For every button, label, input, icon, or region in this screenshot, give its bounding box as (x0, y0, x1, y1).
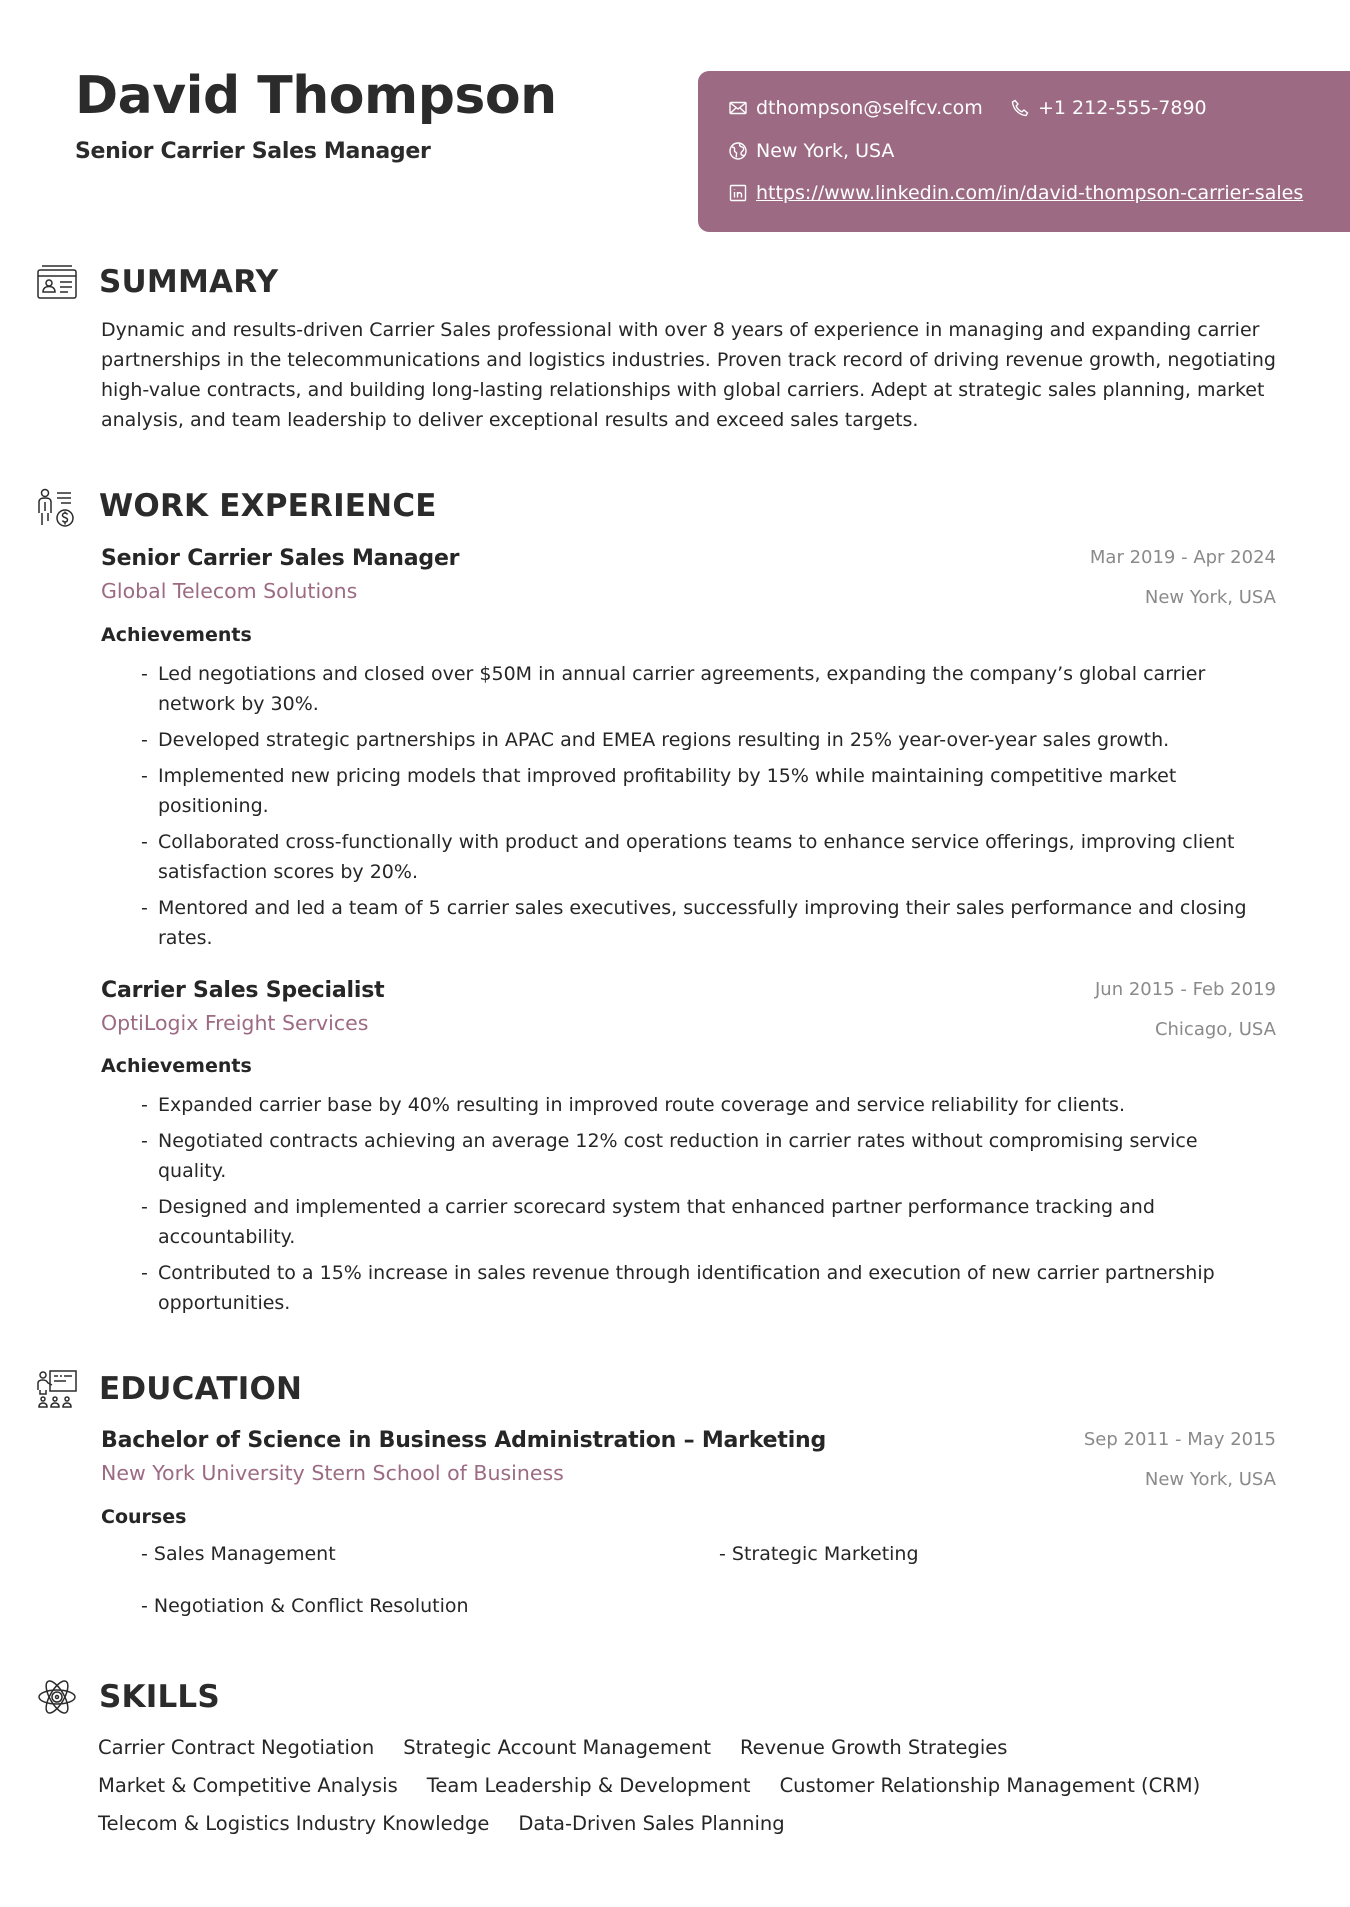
skill-item: Market & Competitive Analysis (98, 1773, 398, 1797)
atom-icon (36, 1676, 78, 1718)
list-item: - Designed and implemented a carrier scorecard system that enhanced partner performance tracking and accountability. (141, 1192, 1271, 1252)
skill-item: Revenue Growth Strategies (739, 1735, 1008, 1759)
worker-money-icon (36, 487, 78, 529)
list-item: - Developed strategic partnerships in APAC and EMEA regions resulting in 25% year-over-year sales growth. (141, 725, 1271, 755)
candidate-title: Senior Carrier Sales Manager (75, 139, 431, 164)
education-location: New York, USA (1144, 1469, 1276, 1490)
contact-phone-row[interactable] (1010, 97, 1207, 119)
skills-row (98, 1804, 1298, 1842)
list-item: - Expanded carrier base by 40% resulting in improved route coverage and service reliability for clients. (141, 1090, 1271, 1120)
envelope-icon (728, 98, 748, 118)
contact-location-row (728, 140, 894, 162)
contact-email[interactable]: dthompson@selfcv.com (756, 97, 983, 119)
job-role: Senior Carrier Sales Manager (101, 546, 460, 571)
skills-heading: SKILLS (99, 1679, 220, 1715)
course-item: - Negotiation & Conflict Resolution (141, 1595, 469, 1617)
education-dates: Sep 2011 - May 2015 (1083, 1429, 1276, 1450)
globe-icon (728, 141, 748, 161)
skill-item: Team Leadership & Development (426, 1773, 751, 1797)
phone-icon (1010, 98, 1030, 118)
job-role: Carrier Sales Specialist (101, 978, 385, 1003)
list-item: - Collaborated cross-functionally with product and operations teams to enhance service offerings, improving client satisfaction scores by 20%. (141, 827, 1271, 887)
summary-text: Dynamic and results-driven Carrier Sales professional with over 8 years of experience in managing and expanding carrier partnerships in the telecommunications and logistics industries. Proven track record of driving revenue growth, negotiating high-value contracts, and building long-lasting relationships with global carriers. Adept at strategic sales planning, market analysis, and team leadership to deliver exceptional results and exceed sales targets. (101, 319, 1276, 431)
achievements-list (141, 659, 1271, 959)
skills-row (98, 1728, 1298, 1766)
linkedin-icon (728, 183, 748, 203)
contact-linkedin-row[interactable] (728, 182, 1303, 204)
job-company: Global Telecom Solutions (101, 579, 358, 603)
list-item: - Led negotiations and closed over $50M in annual carrier agreements, expanding the company’s global carrier network by 30%. (141, 659, 1271, 719)
id-card-icon (36, 262, 78, 304)
experience-heading: WORK EXPERIENCE (99, 488, 437, 524)
list-item: - Implemented new pricing models that improved profitability by 15% while maintaining competitive market positioning. (141, 761, 1271, 821)
candidate-name: David Thompson (75, 66, 557, 126)
course-item: - Sales Management (141, 1543, 336, 1565)
education-school: New York University Stern School of Business (101, 1461, 564, 1485)
skill-item: Strategic Account Management (403, 1735, 711, 1759)
skill-item: Data-Driven Sales Planning (518, 1811, 785, 1835)
job-location: Chicago, USA (1154, 1019, 1276, 1040)
skill-item: Carrier Contract Negotiation (98, 1735, 375, 1759)
contact-location: New York, USA (756, 140, 895, 162)
skills-list (98, 1728, 1298, 1842)
job-company: OptiLogix Freight Services (101, 1011, 369, 1035)
skill-item: Telecom & Logistics Industry Knowledge (98, 1811, 490, 1835)
skill-item: Customer Relationship Management (CRM) (779, 1773, 1201, 1797)
contact-phone[interactable]: +1 212-555-7890 (1038, 97, 1207, 119)
achievements-label: Achievements (101, 1055, 252, 1077)
contact-linkedin-link[interactable]: https://www.linkedin.com/in/david-thompson-carrier-sales (756, 182, 1304, 204)
education-heading: EDUCATION (99, 1371, 303, 1407)
classroom-icon (36, 1368, 78, 1410)
contact-panel (698, 71, 1350, 232)
job-dates: Jun 2015 - Feb 2019 (1095, 979, 1276, 1000)
courses-label: Courses (101, 1506, 187, 1528)
list-item: - Negotiated contracts achieving an average 12% cost reduction in carrier rates without compromising service quality. (141, 1126, 1271, 1186)
course-item: - Strategic Marketing (719, 1543, 919, 1565)
contact-email-row[interactable] (728, 97, 983, 119)
achievements-list (141, 1090, 1271, 1324)
list-item: - Mentored and led a team of 5 carrier sales executives, successfully improving their sales performance and closing rates. (141, 893, 1271, 953)
list-item: - Contributed to a 15% increase in sales revenue through identification and execution of new carrier partnership opportunities. (141, 1258, 1271, 1318)
achievements-label: Achievements (101, 624, 252, 646)
skills-row (98, 1766, 1298, 1804)
summary-heading: SUMMARY (99, 264, 279, 300)
job-dates: Mar 2019 - Apr 2024 (1089, 547, 1276, 568)
education-degree: Bachelor of Science in Business Administration – Marketing (101, 1428, 827, 1453)
job-location: New York, USA (1144, 587, 1276, 608)
